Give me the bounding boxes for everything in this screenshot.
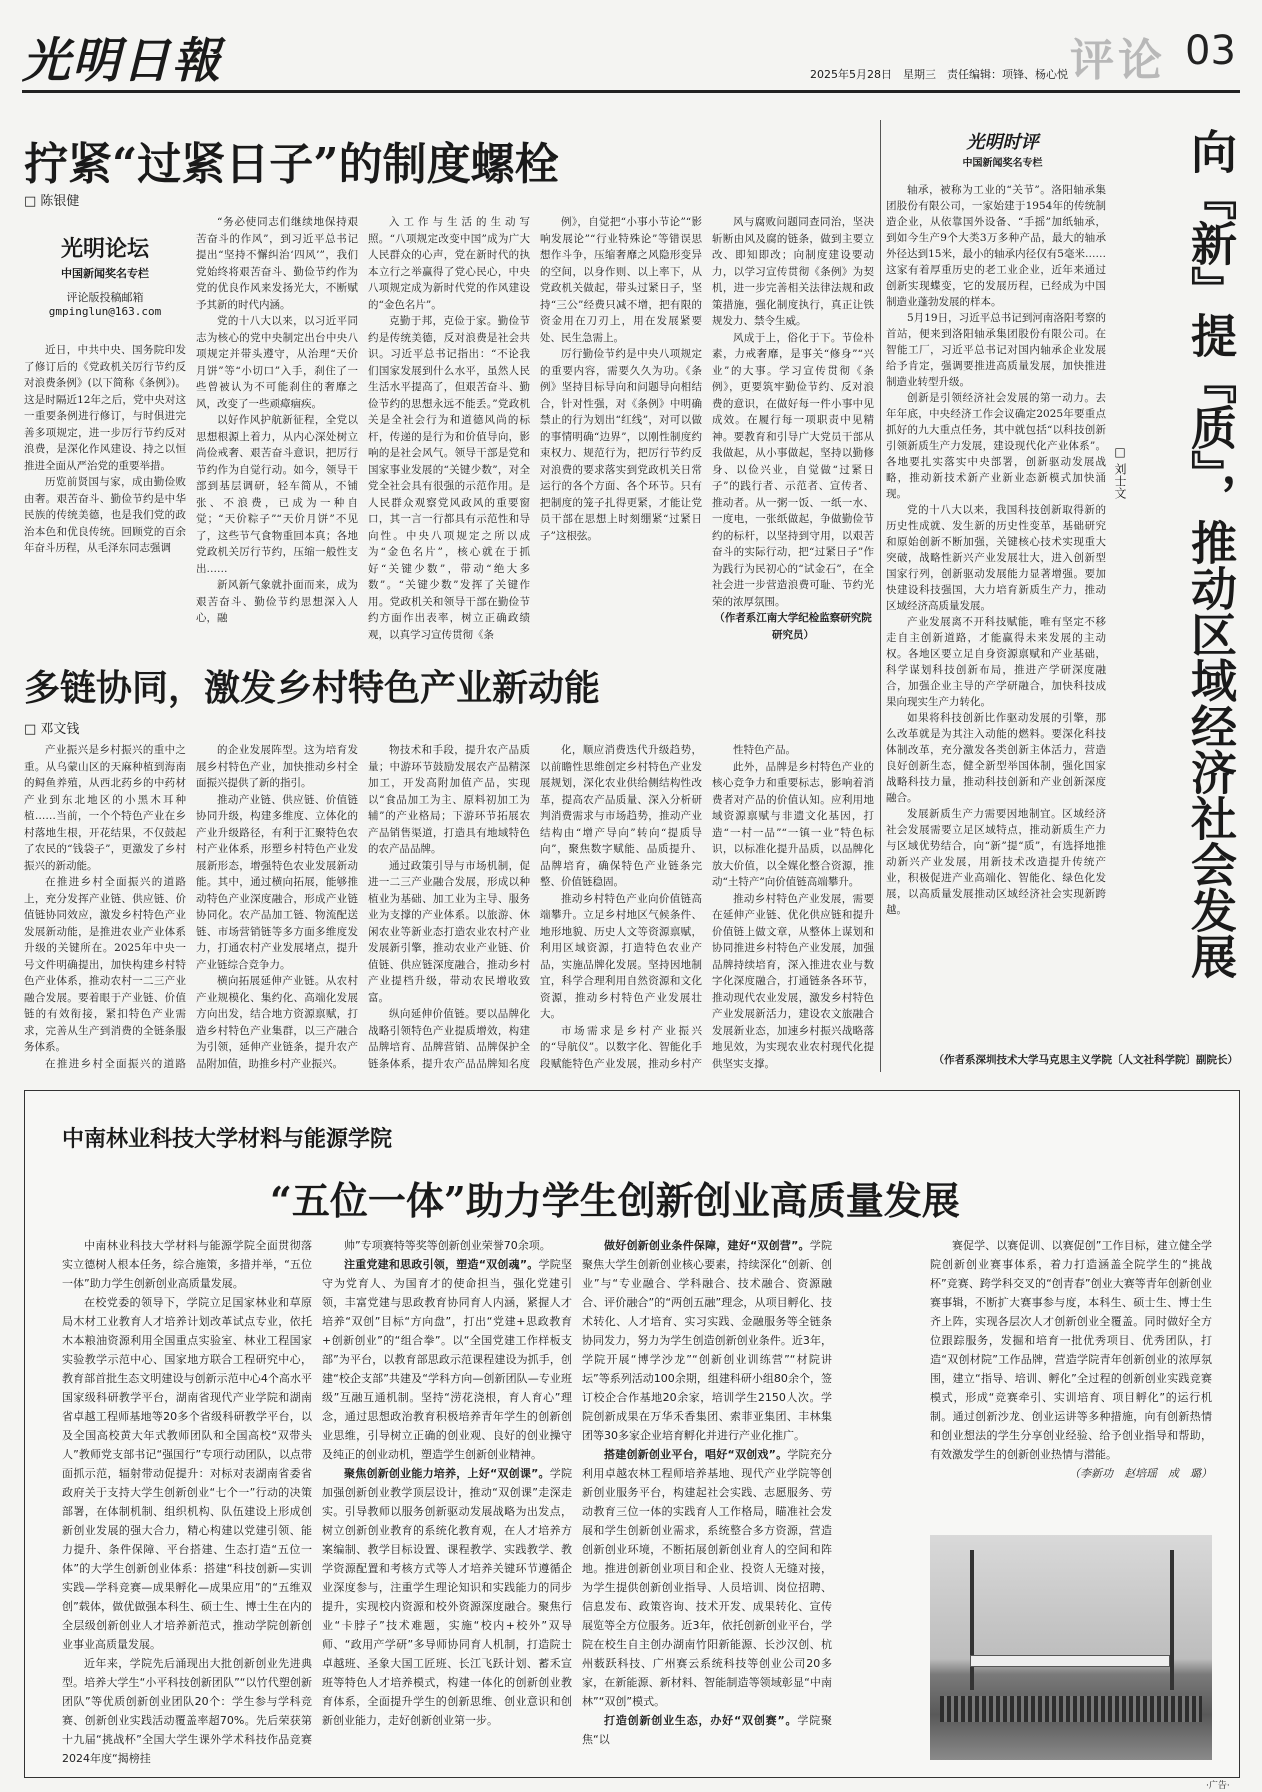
article1-column-3 xyxy=(368,214,530,644)
author-note: （作者系江南大学纪检监察研究院研究员） xyxy=(714,612,872,641)
article3-byline: □ 刘士文 xyxy=(1113,445,1127,499)
advertorial-column-2 xyxy=(322,1236,572,1766)
article1-column-4 xyxy=(540,214,702,644)
article1-column-1 xyxy=(24,342,186,644)
photo-banner xyxy=(970,1655,1170,1667)
paragraph: 推动乡村特色产业发展，需要在延伸产业链、优化供应链和提升价值链上做文章，从整体上谋划和协同推进乡村特色产业发展，加强品牌持续培育，深入推进农业与数字化深度融合，打通链条各环节，推动现代农业发展，激发乡村特色产业发展新活力，建设农文旅融合发展新业态，加速乡村振兴战略落地见效，为实现农业农村现代化提供坚实支撑。 xyxy=(712,892,874,1070)
article3-column-1 xyxy=(886,182,1106,1072)
signature: （李新功 赵培瑶 成 璐） xyxy=(1069,1467,1212,1480)
forum-mail-label: 评论版投稿邮箱 xyxy=(66,291,144,304)
article1-column-2 xyxy=(196,214,358,644)
paragraph: 在推进乡村全面振兴的道路上，充分发挥产业链、供应链、价值链协同效应，激发乡村特色产业发展新动能，是推进农业产业体系升级的关键所在。2025年中央一号文件明确提出，加快构建乡村特色产业体系，推动农村一二三产业融合发展。要着眼于产业链、价值链的有效衔接，紧扣特色产业需求，完善从生产到消费的全链条服务体系。 xyxy=(24,876,186,1053)
paragraph: 例》，自觉把“小事小节论”“影响发展论”“行业特殊论”等错误思想作斗争，压缩奢靡之风隐形变异的空间，以身作则、以上率下，从党政机关做起，带头过紧日子，坚持“三公”经费只减不增，把有限的资金用在刀刃上，用在发展紧要处、民生急需上。 xyxy=(540,216,702,344)
advertorial-org: 中南林业科技大学材料与能源学院 xyxy=(62,1127,393,1152)
paragraph: 产业发展离不开科技赋能，唯有坚定不移走自主创新道路，才能赢得未来发展的主动权。各地区要立足自身资源禀赋和产业基础，科学谋划科技创新布局，推进产学研深度融合，加强企业主导的产学研融合，加快科技成果向现实生产力转化。 xyxy=(886,616,1106,708)
forum-mail[interactable]: gmpinglun@163.com xyxy=(48,305,162,318)
paragraph: 发展新质生产力需要因地制宜。区域经济社会发展需要立足区域特点，推动新质生产力与区域优势结合，向“新”提“质”，有选择地推动新兴产业发展，用新技术改造提升传统产业，积极促进产业高端化、智能化、绿色化发展，以高质量发展推动区域经济社会实现新跨越。 xyxy=(886,808,1106,916)
light-tower xyxy=(970,1550,974,1690)
paragraph: 推动乡村特色产业向价值链高端攀升。立足乡村地区气候条件、地形地貌、历史人文等资源禀赋，利用区域资源，打造特色农业产品，实施品牌化发展。坚持因地制宜，科学合理利用自然资源和文化资源，推动乡村特色产业发展壮大。 xyxy=(540,892,702,1020)
paragraph: 近年来，学院先后涌现出大批创新创业先进典型。培养大学生“小平科技创新团队”“以竹代塑创新团队”等优质创新创业团队20个：学生参与学科竞赛、创新创业实践活动覆盖率超70%。先后荣获第十九届“挑战杯”全国大学生课外学术科技作品竞赛2024年度“揭榜挂 xyxy=(62,1657,312,1765)
advertorial-column-1 xyxy=(62,1236,312,1766)
paragraph: 在校党委的领导下，学院立足国家林业和草原局木材工业教育人才培养计划改革试点专业，依托木本粮油资源利用全国重点实验室、林业工程国家实验教学示范中心、国家地方联合工程研究中心，教育部首批生态文明建设与创新示范中心4个高水平国家级科研教学平台，湖南省现代产业学院和湖南省卓越工程师基地等20多个省级科研教学平台，以及全国高校黄大年式教师团队和全国高校“双带头人”教师党支部书记“强国行”专项行动团队，以点带面抓示范，辐射带动促提升：对标对表湖南省委省政府关于支持大学生创新创业“七个一”行动的决策部署，在体制机制、组织机构、队伍建设上形成创新创业发展的强大合力，精心构建以党建引领、能力提升、条件保障、平台搭建、生态打造“五位一体”的大学生创新创业体系：搭建“科技创新—实训实践—学科竞赛—成果孵化—成果应用”的“五维双创”载体，做优做强本科生、硕士生、博士生在内的全层级创新创业人才培养新范式，推动学院创新创业事业高质量发展。 xyxy=(62,1296,312,1651)
paragraph: 聚焦创新创业能力培养，上好“双创课”。学院加强创新创业教学顶层设计，推动“双创课”走深走实。引导教师以服务创新驱动发展战略为出发点，树立创新创业教育的系统化教育观，在人才培养方案编制、教学目标设置、课程教学、实践教学、教学资源配置和考核方式等人才培养关键环节遵循企业深度参与，注重学生理论知识和实践能力的同步提升，实现校内资源和校外资源深度融合。聚焦行业“卡脖子”技术难题，实施“校内+校外”双导师、“政用产学研”多导师协同育人机制，打造院士卓越班、圣象大国工匠班、长江飞跃计划、蓄禾宣班等特色人才培养模式，构建一体化的创新创业教育体系，全面提升学生的创新思维、创业意识和创新创业能力，走好创新创业第一步。 xyxy=(322,1467,572,1727)
paragraph: 市场需求是乡村产业振兴的“导航仪”。以数字化、智能化手段赋能特色产业发展，推动乡村产 xyxy=(540,1024,702,1070)
newspaper-logo: 光明日報 xyxy=(22,33,223,89)
paragraph: 克勤于邦，克俭于家。勤俭节约是传统美德，反对浪费是社会共识。习近平总书记指出：“不论我们国家发展到什么水平，虽然人民生活水平提高了，但艰苦奋斗、勤俭节约的思想永远不能丢。”党政机关是全社会行为和道德风尚的标杆，传递的是行为和价值导向，影响的是社会风气。领导干部是党和国家事业发展的“关键少数”，对全党全社会具有很强的示范作用。是人民群众观察党风政风的重要窗口，其一言一行都具有示范性和导向性。中央八项规定之所以成为“金色名片”，核心就在于抓好“关键少数”，带动“绝大多数”。“关键少数”发挥了关键作用。党政机关和领导干部在勤俭节约方面作出表率，树立正确政绩观，以真学习宣传贯彻《条 xyxy=(368,315,530,641)
paragraph: 中南林业科技大学材料与能源学院全面贯彻落实立德树人根本任务，综合施策，多措并举，“五位一体”助力学生创新创业高质量发展。 xyxy=(62,1239,312,1290)
paragraph: 性特色产品。 xyxy=(733,744,796,756)
article2-title: 多链协同，激发乡村特色产业新动能 xyxy=(24,667,601,709)
forum-column-box xyxy=(24,232,186,334)
paragraph: 历览前贤国与家，成由勤俭败由奢。艰苦奋斗、勤俭节约是中华民族的传统美德，也是我们党的政治本色和优良传统。回顾党的百余年奋斗历程，从毛泽东同志强调 xyxy=(24,476,186,554)
paragraph: 此外，品牌是乡村特色产业的核心竞争力和重要标志，影响着消费者对产品的价值认知。应利用地域资源禀赋与非遗文化基因，打造“一村一品”“一镇一业”特色标识，以标准化提升品质，以品牌化放大价值，以全媒化整合资源，推动“土特产”向价值链高端攀升。 xyxy=(712,760,874,888)
article2-column-4 xyxy=(540,742,702,1072)
paragraph: 的企业发展阵型。这为培育发展乡村特色产业，加快推动乡村全面振兴提供了新的指引。 xyxy=(196,744,358,789)
paragraph: 帅”专项赛特等奖等创新创业荣誉70余项。 xyxy=(344,1239,551,1252)
paragraph: 近日，中共中央、国务院印发了修订后的《党政机关厉行节约反对浪费条例》(以下简称《条例》)。这是时隔近12年之后，党中央对这一重要条例进行修订，与时俱进完善多项规定，进一步厉行节约反对浪费，是深化作风建设、持之以恒推进全面从严治党的重要举措。 xyxy=(24,344,186,472)
paragraph-lead: 聚焦创新创业能力培养，上好“双创课”。 xyxy=(344,1467,550,1480)
paragraph: 在推进乡村全面振兴的道路 xyxy=(45,1057,186,1070)
section-name: 评论 xyxy=(1070,35,1166,86)
paragraph-lead: 搭建创新创业平台，唱好“双创戏”。 xyxy=(604,1448,788,1461)
paragraph: 赛促学、以赛促训、以赛促创”工作目标，建立健全学院创新创业赛事体系，着力打造涵盖全院学生的“挑战杯”竞赛、跨学科交叉的“创青春”创业大赛等青年创新创业赛事辑，不断扩大赛事参与度，本科生、硕士生、博士生齐上阵，实现各层次人才创新创业全覆盖。同时做好全方位跟踪服务，发掘和培育一批优秀项目、优秀团队，打造“双创材院”工作品牌，营造学院青年创新创业的浓厚氛围，建立“指导、培训、孵化”全过程的创新创业实践竞赛模式，形成“竞赛牵引、实训培育、项目孵化”的运行机制。通过创新沙龙、创业运讲等多种措施，向有创新热情和创业想法的学生分享创业经验、给予创业指导和帮助，有效激发学生的创新创业热情与潜能。 xyxy=(930,1239,1212,1461)
paragraph: 通过政策引导与市场机制，促进一二三产业融合发展，形成以种植业为基础、加工业为主导、服务业为支撑的产业体系。以旅游、休闲农业等新业态打造农业农村产业发展新引擎，推动农业产业链、价值链、供应链深度融合，推动乡村产业提档升级，带动农民增收致富。 xyxy=(368,859,530,1004)
paragraph: 物技术和手段，提升农产品质量；中游环节鼓励发展农产品精深加工，开发高附加值产品，实现以“食品加工为主、原料初加工为辅”的产业格局；下游环节拓展农产品销售渠道，打造具有地域特色的农产品品牌。 xyxy=(368,744,530,855)
paragraph-lead: 打造创新创业生态，办好“双创赛”。 xyxy=(604,1714,798,1727)
advertorial-column-4 xyxy=(930,1236,1212,1526)
paragraph: 推动产业链、供应链、价值链协同升级，构建多维度、立体化的产业升级路径，有利于汇聚特色农村产业体系，形塑乡村特色产业发展新形态，增强特色农业发展新动能。其中，通过横向拓展，能够推动特色产业深度融合，形成产业链协同化。农产品加工链、物流配送链、市场营销链等多方面多维度发力，打通农村产业发展堵点，提升产业链综合竞争力。 xyxy=(196,793,358,971)
page-number: 03 xyxy=(1185,28,1236,74)
article2-column-1 xyxy=(24,742,186,1072)
masthead xyxy=(0,0,1262,100)
paragraph: 创新是引领经济社会发展的第一动力。去年年底，中央经济工作会议确定2025年要重点抓好的九大重点任务，其中就包括“以科技创新引领新质生产力发展，建设现代化产业体系”。各地要扎实落实中央部署，创新驱动发展战略，推动新技术新产业新业态新模式加快涌现。 xyxy=(886,392,1106,500)
paragraph: 注重党建和思政引领，塑造“双创魂”。学院坚守为党育人、为国育才的使命担当，强化党建引领，丰富党建与思政教育协同育人内涵，紧握人才培养“双创”目标“方向盘”，打出“党建+思政教育+创新创业”的“组合拳”。以“全国党建工作样板支部”为平台，以教育部思政示范课程建设为抓手，创建“校企支部”共建及“学科方向—创新团队—专业班级”互融互通机制。坚持“涝花浇根，育人育心”理念，通过思想政治教育积极培养青年学生的创新创业思维，引导树立正确的创业观、良好的创业操守及纯正的创业动机，塑造学生创新创业精神。 xyxy=(322,1258,572,1461)
article2-column-5 xyxy=(712,742,874,1072)
commentary-title: 光明时评 xyxy=(966,132,1039,153)
paragraph: “务必使同志们继续地保持艰苦奋斗的作风”，到习近平总书记提出“坚持不懈纠治‘四风’”，我们党始终将艰苦奋斗、勤俭节约作为党的优良作风来发扬光大，不断赋予其新的时代内涵。 xyxy=(196,216,358,311)
article1-column-5 xyxy=(712,214,874,644)
paragraph-lead: 做好创新创业条件保障，建好“双创营”。 xyxy=(604,1239,810,1252)
paragraph-lead: 注重党建和思政引领，塑造“双创魂”。 xyxy=(344,1258,539,1271)
campus-photo xyxy=(930,1535,1212,1760)
paragraph: 纵向延伸价值链。要以品牌化战略引领特色产业提质增效，构建品牌培育、品牌营销、品牌保护全链条体系，提升农产品品牌知名度 xyxy=(368,1008,530,1070)
article3-author-note-line xyxy=(886,1052,1238,1072)
paragraph: 以好作风护航新征程，全党以思想根源上着力，从内心深处树立尚俭戒奢、艰苦奋斗意识，把厉行节约作为自觉行动。如今，领导干部到基层调研，轻车简从，不铺张、不浪费，已成为一种自觉；“天价粽子”“天价月饼”不见了，这些节气食物重回本真；各地党政机关厉行节约，压缩一般性支出…… xyxy=(196,414,358,575)
paragraph: 打造创新创业生态，办好“双创赛”。学院聚焦“以 xyxy=(582,1714,832,1746)
commentary-column-box xyxy=(940,128,1065,170)
paragraph: 化，顺应消费迭代升级趋势，以前瞻性思维创定乡村特色产业发展规划，深化农业供给侧结构性改革，提高农产品质量、深入分析研判消费需求与市场趋势，推动产业结构由“增产导向”转向“提质导向”，聚焦数字赋能、品质提升、品牌培育，确保特色产业链条完整、价值链稳固。 xyxy=(540,744,702,888)
article2-byline: □ 邓文钱 xyxy=(24,722,80,737)
forum-title: 光明论坛 xyxy=(60,237,149,262)
article1-title: 拧紧“过紧日子”的制度螺栓 xyxy=(24,139,559,190)
paragraph: 新风新气象就扑面而来，成为艰苦奋斗、勤俭节约思想深入人心，融 xyxy=(196,579,358,624)
article1-byline: □ 陈银健 xyxy=(24,194,80,209)
student-crowd xyxy=(940,1696,1202,1722)
forum-subtitle: 中国新闻奖名专栏 xyxy=(61,267,149,280)
paragraph: 风与腐败问题同查同治，坚决斩断由风及腐的链条，做到主要立改、即知即改；向制度建设要动力，以学习宣传贯彻《条例》为契机，进一步完善相关法律法规和政策措施，强化制度执行，真正让铁规发力、禁令生威。 xyxy=(712,216,874,327)
advertorial-column-3 xyxy=(582,1236,832,1766)
paragraph: 党的十八大以来，以习近平同志为核心的党中央制定出台中央八项规定并带头遵守，从治理“天价月饼”等“小切口”入手，刹住了一些曾被认为不可能刹住的奢靡之风，改变了一些顽瘴痼疾。 xyxy=(196,315,358,410)
article2-column-2 xyxy=(196,742,358,1072)
author-note: （作者系深圳技术大学马克思主义学院〔人文社科学院〕副院长） xyxy=(933,1054,1238,1066)
date-line: 2025年5月28日 星期三 责任编辑：项锋、杨心悦 xyxy=(810,68,1068,81)
commentary-subtitle: 中国新闻奖名专栏 xyxy=(962,158,1043,169)
paragraph: 产业振兴是乡村振兴的重中之重。从乌蒙山区的天麻种植到海南的鲟鱼养殖，从西北药乡的中药材产业到东北地区的小黑木耳种植……当前，一个个特色产业在乡村落地生根，开花结果，不仅鼓起了农民的“钱袋子”，更激发了乡村振兴的新动能。 xyxy=(24,744,186,872)
paragraph: 横向拓展延伸产业链。从农村产业规模化、集约化、高端化发展方向出发，结合地方资源禀赋，打造乡村特色产业集群，以三产融合为引领，延伸产业链条，提升农产品附加值，助推乡村产业振兴。 xyxy=(196,975,358,1070)
paragraph: 党的十八大以来，我国科技创新取得新的历史性成就、发生新的历史性变革，基础研究和原始创新不断加强，关键核心技术实现重大突破，战略性新兴产业发展壮大，进入创新型国家行列，创新驱动发展能力显著增强。要加快建设科技强国，大力培育新质生产力，推动区域经济高质量发展。 xyxy=(886,504,1106,612)
advertisement-mark: ·广告· xyxy=(1206,1781,1230,1791)
advertorial-title: “五位一体”助力学生创新创业高质量发展 xyxy=(270,1178,960,1223)
paragraph: 搭建创新创业平台，唱好“双创戏”。学院充分利用卓越农林工程师培养基地、现代产业学院等创新创业服务平台，构建起社会实践、志愿服务、劳动教育三位一体的实践育人工作格局，瞄准社会发展和学生创新创业需求，系统整合多方资源，营造创新创业环境，不断拓展创新创业育人的空间和阵地。推进创新创业项目和企业、投资人无缝对接，为学生提供创新创业指导、人员培训、岗位招聘、信息发布、政策咨询、技术开发、成果转化、宣传展览等全方位服务。近3年，依托创新创业平台，学院在校生自主创办湖南竹阳新能源、长沙汉创、杭州薮跃科技、广州赛云系统科技等创业公司20多家，在新能源、新材料、智能制造等领域彰显“中南林”“双创”模式。 xyxy=(582,1448,832,1708)
article2-column-3 xyxy=(368,742,530,1072)
article3-title: 向『新』提『质』，推动区域经济社会发展 xyxy=(1184,128,1238,979)
column-divider xyxy=(880,120,881,1072)
paragraph: 厉行勤俭节约是中央八项规定的重要内容，需要久久为功。《条例》坚持目标导向和问题导向相结合，针对性强，对《条例》中明确禁止的行为划出“红线”，对可以做的事情明确“边界”，以刚性制度约束权力、规范行为，把厉行节约反对浪费的要求落实到党政机关日常运行的各个方面、各个环节。只有把制度的笼子扎得更紧，才能让党员干部在思想上时刻绷紧“过紧日子”这根弦。 xyxy=(540,348,702,542)
paragraph: 5月19日，习近平总书记到河南洛阳考察的首站，便来到洛阳轴承集团股份有限公司。在智能工厂，习近平总书记对国内轴承企业发展给予肯定，强调要推进高质量发展，加快推进制造业转型升级。 xyxy=(886,312,1106,388)
paragraph: 入工作与生活的生动写照。“八项规定改变中国”成为广大人民群众的心声，党在新时代的执本立行之举赢得了党心民心，中央八项规定成为新时代党的作风建设的“金色名片”。 xyxy=(368,216,530,311)
paragraph: 如果将科技创新比作驱动发展的引擎，那么改革就是为其注入动能的燃料。要深化科技体制改革，充分激发各类创新主体活力，营造良好创新生态，健全新型举国体制，强化国家战略科技力量，推动科技创新和产业创新深度融合。 xyxy=(886,712,1106,804)
light-tower xyxy=(1170,1550,1174,1690)
masthead-rule xyxy=(22,90,1240,93)
paragraph: 风成于上，俗化于下。节俭朴素，力戒奢靡，是事关“修身”“兴业”的大事。学习宣传贯彻《条例》，更要筑牢勤俭节约、反对浪费的意识，在做好每一件小事中见成效。在履行每一项职责中见精神。要教育和引导广大党员干部从我做起，从小事做起，坚持以勤修身、以俭兴业，自觉做“过紧日子”的践行者、示范者、宣传者、推动者。从一粥一饭、一纸一水、一度电，一张纸做起，争做勤俭节约的标杆，以坚持到守用，以艰苦奋斗的实际行动，把“过紧日子”作为践行为民初心的“试金石”，在全社会进一步营造浪费可耻、节约光荣的浓厚氛围。 xyxy=(712,331,874,608)
paragraph: 轴承，被称为工业的“关节”。洛阳轴承集团股份有限公司，一家始建于1954年的传统制造企业，从依靠国外设备、“手摇”加纸轴承，到如今生产9个大类3万多种产品，最大的轴承外径达到15米，最小的轴承内径仅有5毫米……这家有着厚重历史的老工业企业，近年来通过创新实现蝶变，它的发展历程，已经成为中国制造业蓬勃发展的样本。 xyxy=(886,184,1106,308)
paragraph: 做好创新创业条件保障，建好“双创营”。学院聚焦大学生创新创业核心要素，持续深化“创新、创业”与“专业融合、学科融合、技术融合、资源融合、评价融合”的“两创五融”理念，从项目孵化、技术转化、人才培育、实习实践、金融服务等全链条协同发力，努力为学生创造创新创业条件。近3年，学院开展“博学沙龙”“创新创业训练营”“材院讲坛”等系列活动100余期，组建科研小组80余个，签订校企合作基地20余家，培训学生2150人次。学院创新成果在万华禾香集团、索菲亚集团、丰林集团等30多家企业培育孵化并进行产业化推广。 xyxy=(582,1239,832,1442)
